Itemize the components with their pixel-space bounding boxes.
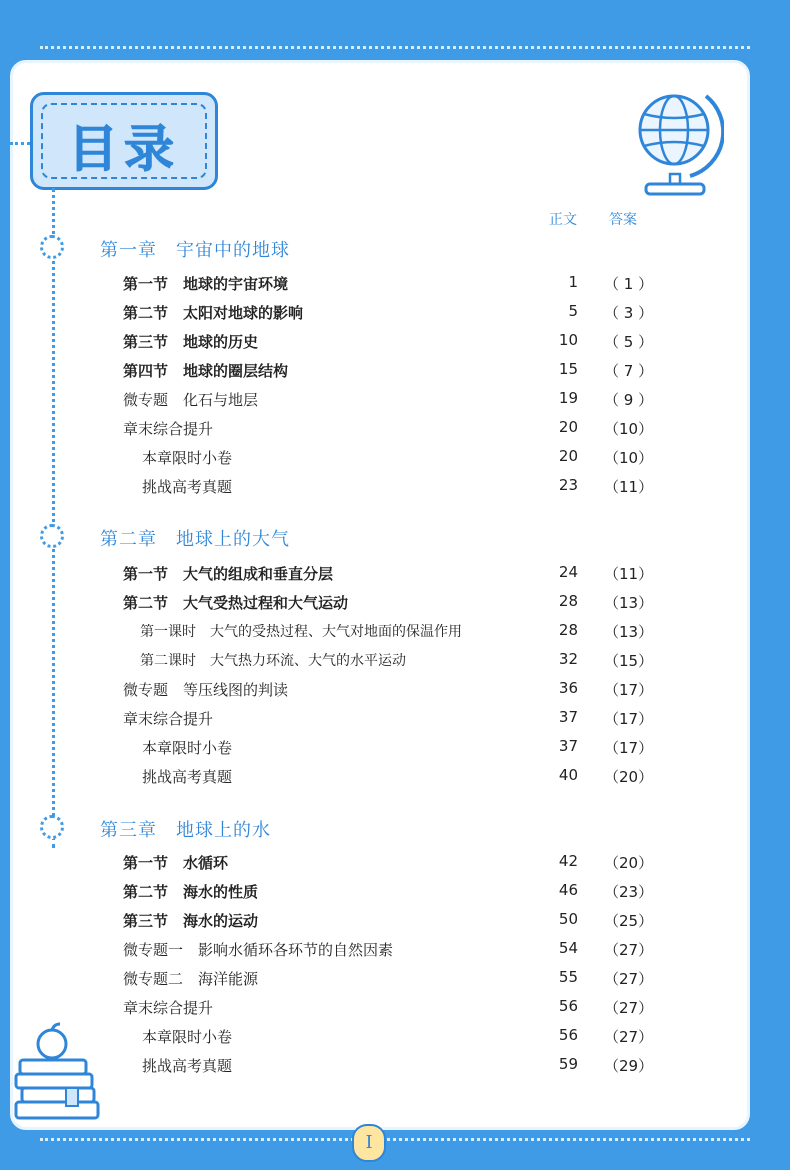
chapter-marker-2 [40,524,64,548]
toc-row[interactable] [0,939,790,963]
toc-answer-page: （17） [604,739,654,757]
chapter-title[interactable]: 第三章 地球上的水 [100,820,271,841]
toc-page: 5 [568,302,578,320]
toc-label: 第一节 大气的组成和垂直分层 [123,565,334,583]
toc-answer-page: （13） [604,623,654,641]
toc-answer-page: （20） [604,768,654,786]
globe-icon [628,86,724,198]
toc-page: 32 [558,650,578,668]
toc-page: 15 [558,360,578,378]
toc-answer-page: （11） [604,478,654,496]
toc-answer-page: （11） [604,565,654,583]
toc-row[interactable] [0,766,790,790]
toc-answer-page: （ 7 ） [604,362,654,380]
toc-row[interactable] [0,650,790,674]
toc-page: 20 [558,447,578,465]
title-box [30,92,218,190]
toc-page: 40 [558,766,578,784]
column-header-body: 正文 [549,212,577,228]
toc-row[interactable] [0,592,790,616]
toc-answer-page: （10） [604,420,654,438]
toc-answer-page: （17） [604,710,654,728]
toc-page: 36 [558,679,578,697]
toc-row[interactable] [0,360,790,384]
page-number-badge: I [352,1124,386,1162]
toc-label: 章末综合提升 [123,710,214,728]
page-title: 目录 [68,120,180,178]
toc-label: 本章限时小卷 [142,449,233,467]
chapter-title[interactable]: 第二章 地球上的大气 [100,529,290,550]
toc-label: 第一节 地球的宇宙环境 [123,275,289,293]
toc-label: 第四节 地球的圈层结构 [123,362,289,380]
toc-page: 46 [558,881,578,899]
toc-answer-page: （10） [604,449,654,467]
toc-row[interactable] [0,968,790,992]
toc-row[interactable] [0,708,790,732]
toc-label: 第二节 海水的性质 [123,883,259,901]
toc-row[interactable] [0,447,790,471]
toc-answer-page: （ 5 ） [604,333,654,351]
toc-label: 第三节 地球的历史 [123,333,259,351]
toc-label: 本章限时小卷 [142,739,233,757]
top-dotted-border [40,46,750,49]
toc-row[interactable] [0,389,790,413]
toc-row[interactable] [0,910,790,934]
toc-row[interactable] [0,273,790,297]
toc-row[interactable] [0,1026,790,1050]
toc-label: 挑战高考真题 [142,768,233,786]
toc-page: 28 [558,621,578,639]
toc-row[interactable] [0,881,790,905]
toc-answer-page: （29） [604,1057,654,1075]
toc-answer-page: （27） [604,970,654,988]
title-connector [10,142,30,145]
toc-answer-page: （17） [604,681,654,699]
toc-answer-page: （27） [604,1028,654,1046]
toc-answer-page: （ 3 ） [604,304,654,322]
toc-page: 23 [558,476,578,494]
toc-page: 37 [558,737,578,755]
toc-answer-page: （ 9 ） [604,391,654,409]
toc-page: 20 [558,418,578,436]
toc-page: 55 [558,968,578,986]
toc-row[interactable] [0,997,790,1021]
toc-label: 第二节 太阳对地球的影响 [123,304,304,322]
toc-label: 微专题 等压线图的判读 [123,681,289,699]
toc-answer-page: （25） [604,912,654,930]
toc-answer-page: （ 1 ） [604,275,654,293]
toc-page: 56 [558,997,578,1015]
toc-label: 第一节 水循环 [123,854,229,872]
bottom-dotted-border [40,1138,750,1141]
toc-label: 挑战高考真题 [142,1057,233,1075]
toc-page: 24 [558,563,578,581]
toc-answer-page: （27） [604,941,654,959]
toc-label: 本章限时小卷 [142,1028,233,1046]
toc-row[interactable] [0,621,790,645]
toc-page: 56 [558,1026,578,1044]
toc-row[interactable] [0,679,790,703]
toc-label: 第一课时 大气的受热过程、大气对地面的保温作用 [140,624,462,640]
toc-answer-page: （15） [604,652,654,670]
toc-row[interactable] [0,331,790,355]
toc-label: 微专题一 影响水循环各环节的自然因素 [123,941,394,959]
toc-row[interactable] [0,1055,790,1079]
toc-page: 10 [558,331,578,349]
toc-answer-page: （13） [604,594,654,612]
toc-page: 37 [558,708,578,726]
toc-label: 挑战高考真题 [142,478,233,496]
toc-answer-page: （20） [604,854,654,872]
toc-page: 42 [558,852,578,870]
toc-page: 50 [558,910,578,928]
toc-row[interactable] [0,852,790,876]
toc-label: 第三节 海水的运动 [123,912,259,930]
toc-label: 微专题 化石与地层 [123,391,259,409]
toc-row[interactable] [0,476,790,500]
toc-page: 1 [568,273,578,291]
column-header-answer: 答案 [609,212,637,228]
chapter-marker-1 [40,235,64,259]
toc-label: 第二节 大气受热过程和大气运动 [123,594,349,612]
toc-page: 28 [558,592,578,610]
chapter-title[interactable]: 第一章 宇宙中的地球 [100,240,290,261]
toc-answer-page: （23） [604,883,654,901]
toc-answer-page: （27） [604,999,654,1017]
toc-row[interactable] [0,737,790,761]
toc-label: 微专题二 海洋能源 [123,970,259,988]
toc-page: 59 [558,1055,578,1073]
toc-page: 19 [558,389,578,407]
toc-row[interactable] [0,418,790,442]
toc-row[interactable] [0,563,790,587]
toc-label: 章末综合提升 [123,999,214,1017]
toc-row[interactable] [0,302,790,326]
toc-page: 54 [558,939,578,957]
toc-label: 章末综合提升 [123,420,214,438]
chapter-marker-3 [40,815,64,839]
toc-label: 第二课时 大气热力环流、大气的水平运动 [140,653,406,669]
